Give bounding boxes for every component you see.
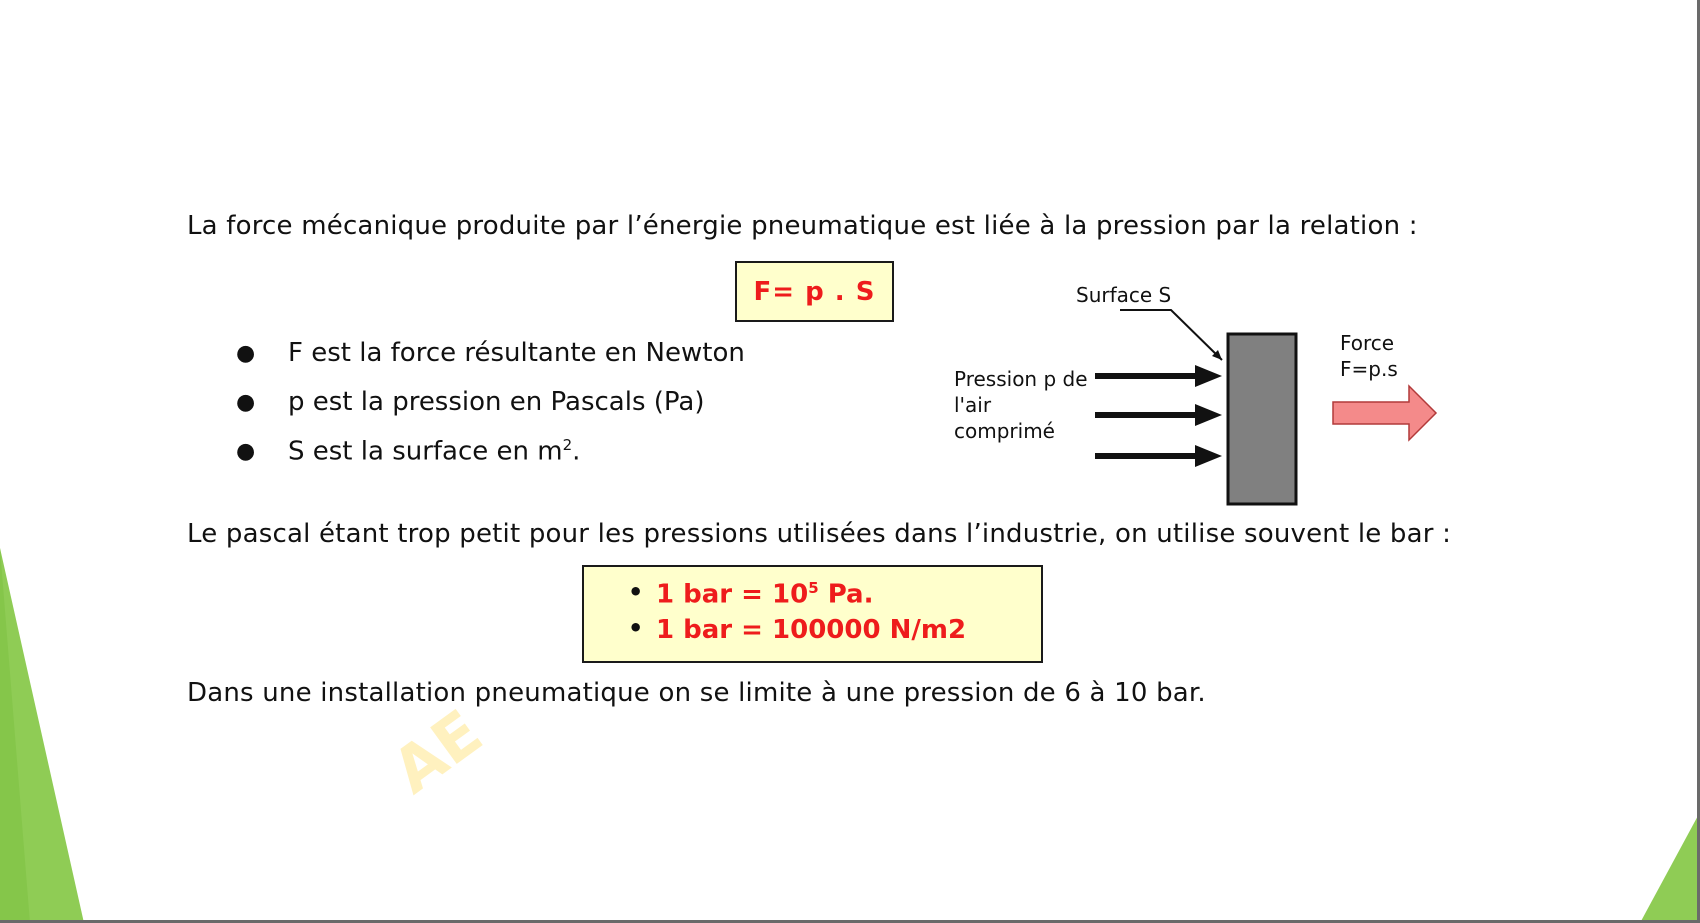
formula-box: [735, 261, 894, 322]
bar-equivalence-item: • 1 bar = 100000 N/m2: [628, 614, 967, 645]
definition-text: p est la pression en Pascals (Pa): [288, 387, 705, 417]
bullet-icon: ●: [236, 439, 256, 464]
limit-text: Dans une installation pneumatique on se limite à une pression de 6 à 10 bar.: [187, 678, 1206, 708]
bullet-icon: •: [628, 614, 644, 642]
right-green-triangle: [1640, 812, 1700, 923]
bar-equivalence-list: [628, 578, 967, 651]
surface-leader-line: [1120, 310, 1222, 360]
definition-text: F est la force résultante en Newton: [288, 338, 745, 368]
exponent: 2: [562, 436, 573, 454]
exponent: 5: [808, 579, 819, 597]
definition-text: S est la surface en $m^2$.: [288, 436, 581, 467]
formula: F= p . S: [753, 276, 876, 307]
bar-equivalence-box: [582, 565, 1043, 663]
surface-label: Surface S: [1076, 283, 1172, 307]
bar-equivalence-item: • 1 bar = $10^5$ Pa.: [628, 578, 874, 610]
pascal-text: Le pascal étant trop petit pour les pressions utilisées dans l’industrie, on utilise souvent le bar :: [187, 519, 1452, 549]
pressure-label: Pression p de l'air comprimé: [954, 367, 1088, 443]
force-arrow: [1333, 386, 1436, 440]
bullet-icon: ●: [236, 341, 256, 366]
bullet-icon: •: [628, 578, 644, 606]
watermark: AE: [379, 695, 496, 808]
surface-plate: [1228, 334, 1296, 504]
bullet-icon: ●: [236, 390, 256, 415]
intro-text: La force mécanique produite par l’énergie pneumatique est liée à la pression par la relation :: [187, 211, 1418, 241]
pressure-arrow: [1095, 445, 1222, 467]
pressure-arrow: [1095, 365, 1222, 387]
force-label: Force F=p.s: [1340, 331, 1398, 381]
pressure-force-diagram: [940, 270, 1460, 510]
pressure-arrow: [1095, 404, 1222, 426]
